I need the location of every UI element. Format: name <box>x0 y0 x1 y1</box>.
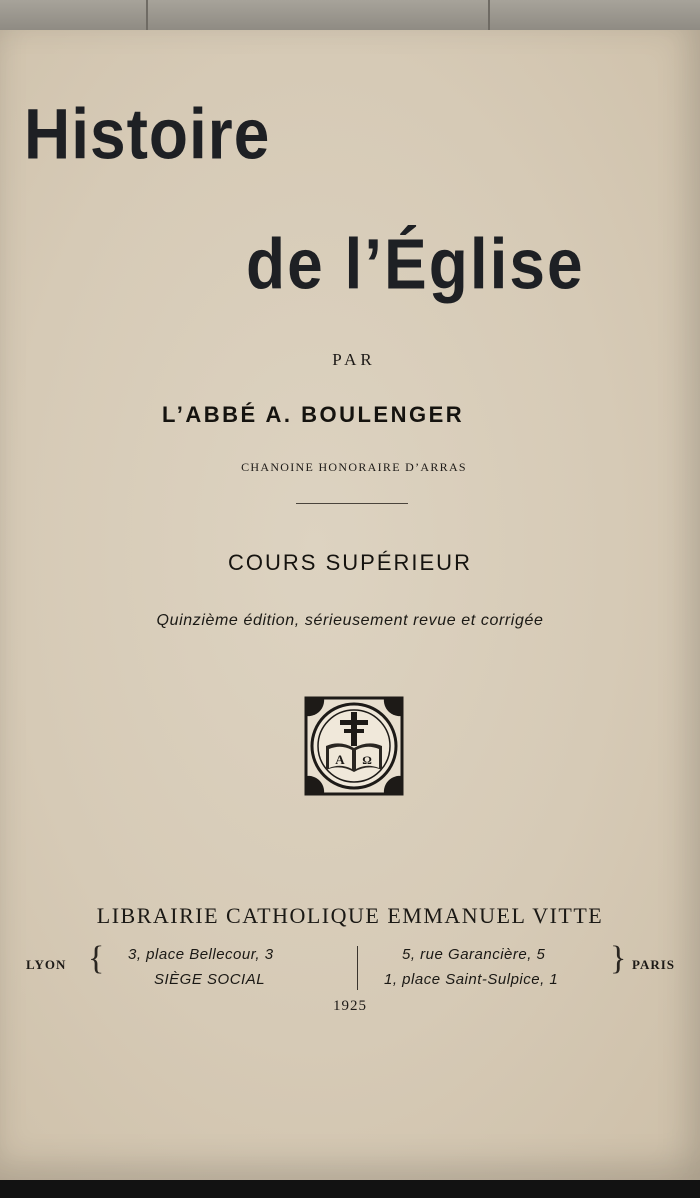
address-separator <box>357 946 358 990</box>
city-paris: PARIS <box>632 957 676 972</box>
edition-note: Quinzième édition, sérieusement revue et corrigée <box>156 612 544 629</box>
title-line-1: Histoire <box>24 93 271 175</box>
paris-address-line-1: 5, rue Garancière, 5 <box>402 946 546 963</box>
cross-book-emblem-icon <box>304 696 404 796</box>
city-lyon: LYON <box>26 957 67 972</box>
author-name: L’ABBÉ A. BOULENGER <box>162 402 465 427</box>
paris-address-line-2: 1, place Saint-Sulpice, 1 <box>384 971 559 988</box>
lyon-address-line-2: SIÈGE SOCIAL <box>154 971 266 988</box>
divider-rule <box>296 503 408 504</box>
title-page <box>0 30 700 1180</box>
emblem-alpha-letter: A <box>335 752 345 767</box>
page-bottom-shadow <box>0 1180 700 1198</box>
par-label: PAR <box>332 350 376 369</box>
course-level: COURS SUPÉRIEUR <box>228 550 472 575</box>
wood-background <box>0 0 700 30</box>
right-brace: } <box>610 940 627 977</box>
title-line-2: de l’Église <box>246 223 585 305</box>
publisher-name: LIBRAIRIE CATHOLIQUE EMMANUEL VITTE <box>96 903 604 928</box>
author-position: CHANOINE HONORAIRE D’ARRAS <box>241 460 467 474</box>
publication-year: 1925 <box>333 998 367 1014</box>
left-brace: { <box>88 940 105 977</box>
lyon-address-line-1: 3, place Bellecour, 3 <box>128 946 274 963</box>
emblem-omega-letter: Ω <box>362 753 372 767</box>
